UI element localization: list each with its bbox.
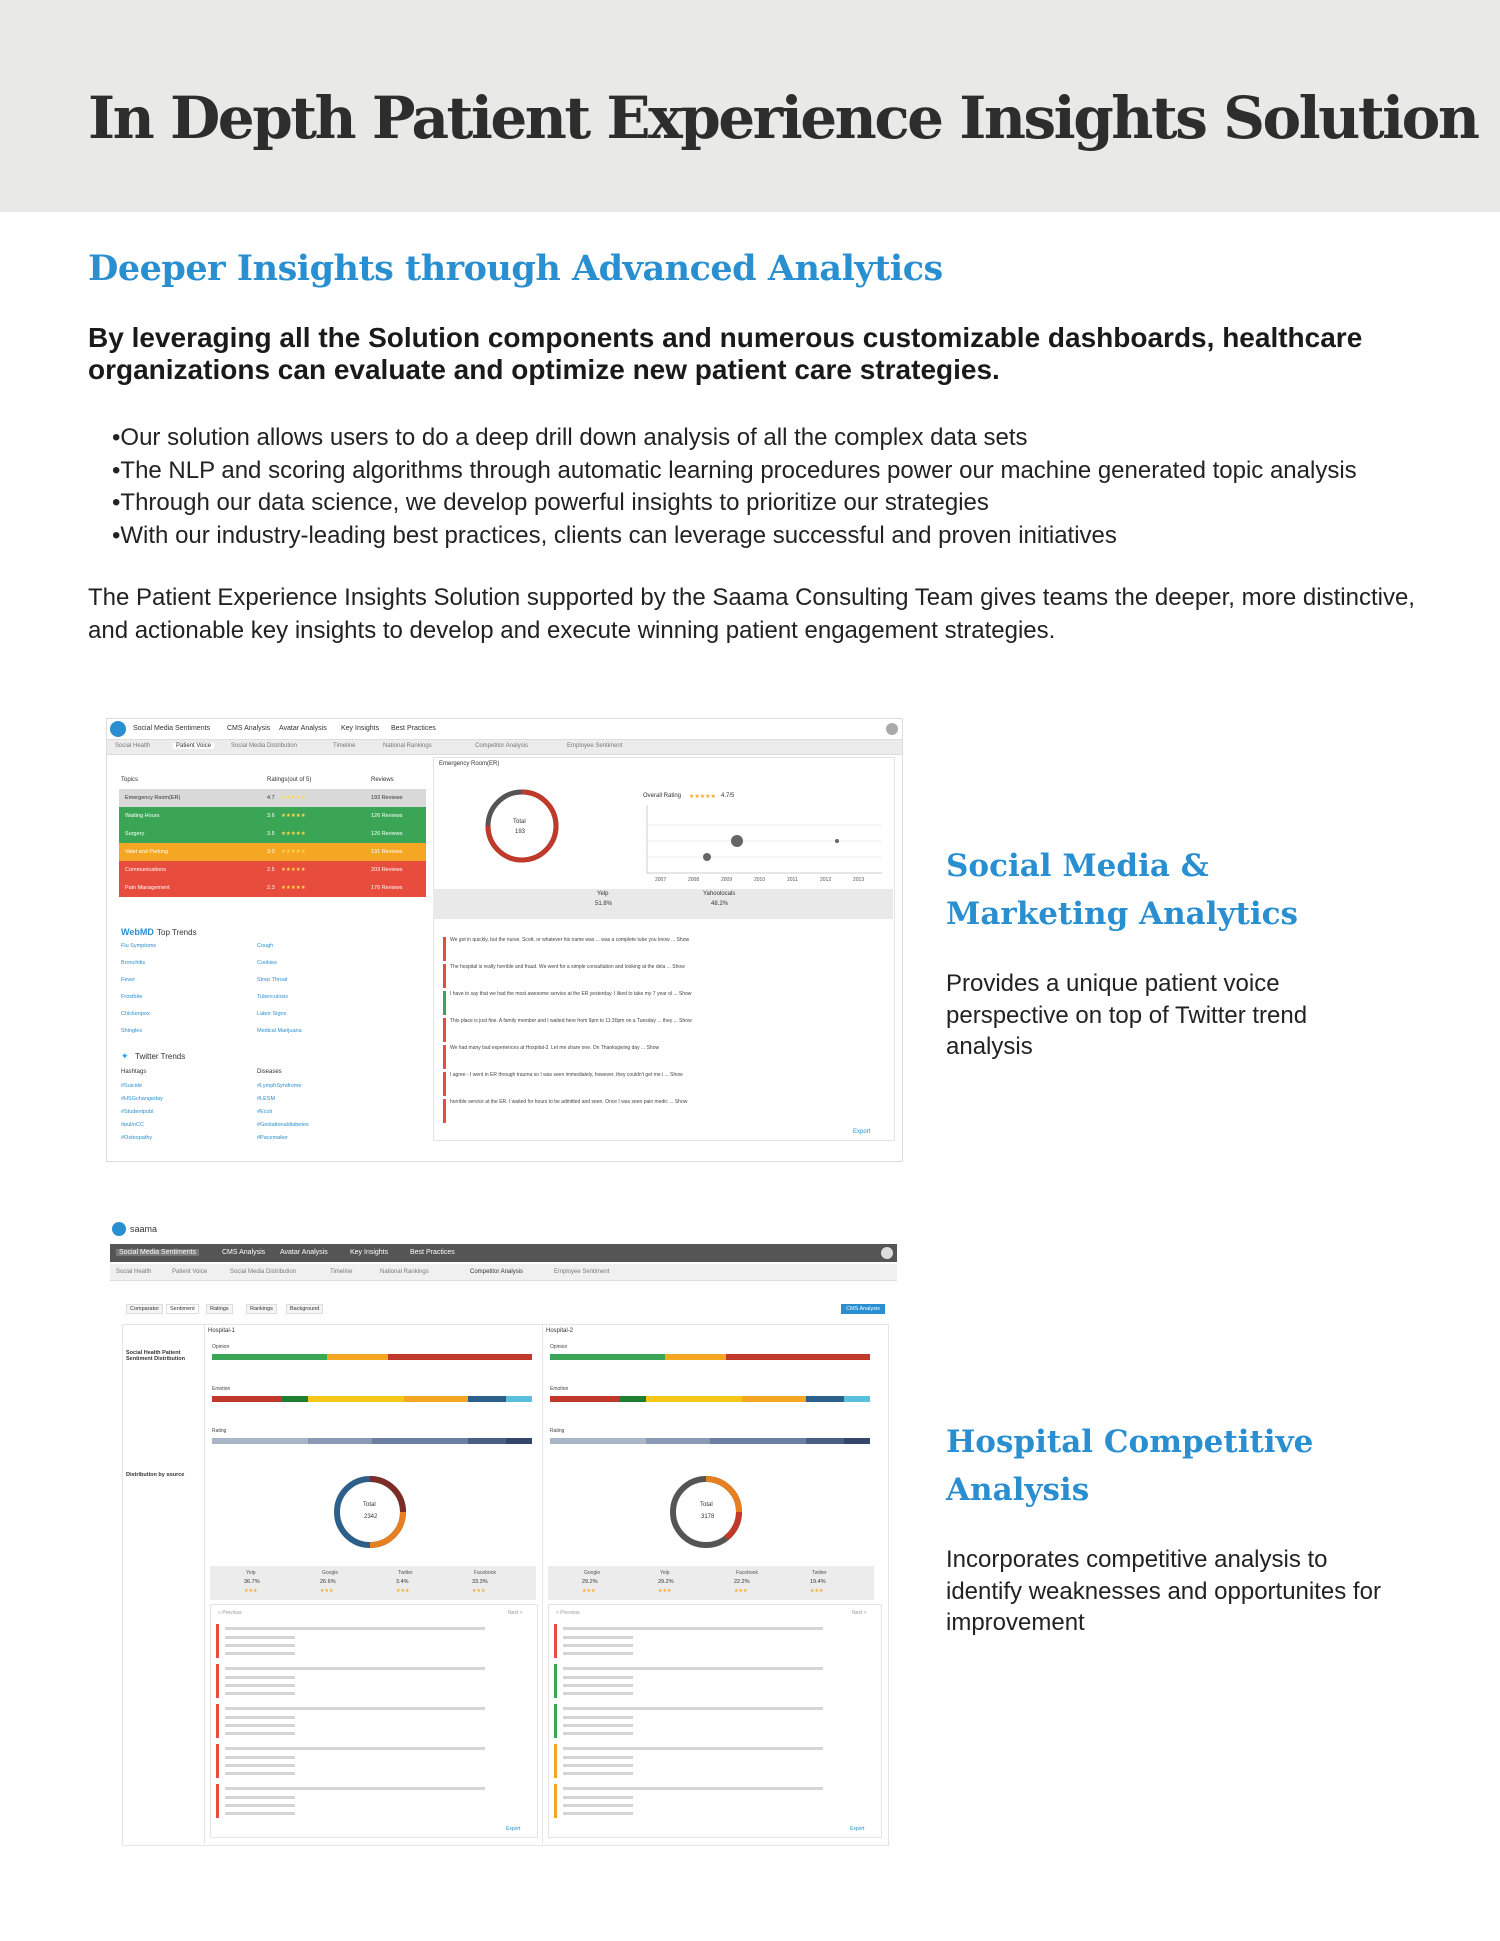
h1-prev-button[interactable]: < Previous	[218, 1610, 242, 1616]
competitor-analysis-screenshot	[110, 1222, 897, 1850]
review-item	[216, 1704, 519, 1738]
summary-paragraph: The Patient Experience Insights Solution supported by the Saama Consulting Team gives teams the deeper, more distinctive, and actionable key insights to develop and execute winning patient engagement strategies.	[88, 584, 1415, 644]
review-text: horrible service at the ER. I waited for hours to be admitted and seen. Once I was seen pain medic ... Show	[450, 1099, 688, 1105]
header-banner	[0, 0, 1500, 212]
col-diseases: Diseases	[257, 1069, 282, 1075]
topic-rating: 3.5	[267, 831, 275, 837]
bar-segment	[550, 1438, 646, 1444]
col-hashtags: Hashtags	[121, 1069, 147, 1075]
bar-segment	[308, 1438, 372, 1444]
source-pct: 19.4%	[810, 1579, 826, 1585]
top-nav	[107, 719, 902, 740]
review-item	[554, 1744, 857, 1778]
subnav-employee-sentiment[interactable]: Employee Sentiment	[567, 743, 623, 749]
topic-reviews: 131 Reviews	[371, 849, 403, 855]
source-name: Google	[322, 1570, 339, 1576]
saama-logo-icon	[110, 721, 126, 737]
review-text-line	[225, 1667, 485, 1670]
review-text-line	[563, 1644, 633, 1647]
page-title: In Depth Patient Experience Insights Solution	[88, 84, 1478, 152]
topic-name: Pain Management	[125, 885, 170, 891]
webmd-top-trends-title: Top Trends	[157, 928, 197, 937]
topic-reviews: 126 Reviews	[371, 813, 403, 819]
year-tick-label: 2010	[754, 877, 766, 883]
bar-segment	[327, 1354, 388, 1360]
trend-link[interactable]: #Ecoli	[257, 1109, 272, 1115]
trend-link[interactable]: #Pacemaker	[257, 1135, 288, 1141]
trend-link[interactable]: Labor Signs	[257, 1011, 287, 1017]
review-text: The hospital is really horrible and fraud. We went for a simple consultation and looking at the dela ... Show	[450, 964, 685, 970]
trend-link[interactable]: Fever	[121, 977, 136, 983]
trend-link[interactable]: Tuberculosis	[257, 994, 288, 1000]
h2-export-link[interactable]: Export	[850, 1826, 865, 1832]
h2-next-button[interactable]: Next >	[852, 1610, 867, 1616]
subnav-competitor-analysis[interactable]: Competitor Analysis	[475, 743, 529, 749]
topic-rating: 3.6	[267, 813, 275, 819]
review-text-line	[563, 1747, 823, 1750]
review-text-line	[563, 1812, 633, 1815]
review-text: This place is just fine. A family member and I waited here from 9pm to 11:30pm on a Tuesday ... they ... Show	[450, 1018, 692, 1024]
source-name: Facebook	[474, 1570, 496, 1576]
nav-key-insights[interactable]: Key Insights	[350, 1249, 389, 1256]
h1-donut-value: 2342	[364, 1514, 378, 1520]
grid-divider	[542, 1324, 543, 1844]
review-item	[554, 1784, 857, 1818]
review-text-line	[563, 1732, 633, 1735]
overall-rating-stars-icon: ★★★★★	[689, 794, 716, 800]
donut-total-label: Total	[513, 819, 526, 825]
review-text-line	[563, 1796, 633, 1799]
source-strip	[433, 889, 893, 919]
rating-stars-icon: ★★★★★	[281, 813, 306, 819]
bar-segment	[550, 1354, 665, 1360]
source-stars-icon: ★★★	[658, 1588, 672, 1594]
topic-reviews: 203 Reviews	[371, 867, 403, 873]
h1-next-button[interactable]: Next >	[508, 1610, 523, 1616]
col-reviews: Reviews	[371, 777, 394, 783]
review-text-line	[225, 1692, 295, 1695]
source-name: Facebook	[736, 1570, 758, 1576]
bar-segment	[282, 1396, 308, 1402]
row-label-distribution: Distribution by source	[126, 1472, 185, 1478]
rating-stars-icon: ★★★★★	[281, 831, 306, 837]
bar-label-opinion: Opinion	[550, 1344, 568, 1350]
trend-link[interactable]: Frostbite	[121, 994, 143, 1000]
grid-divider	[204, 1324, 205, 1844]
twitter-trends-title: Twitter Trends	[135, 1052, 186, 1061]
subnav-national-rankings[interactable]: National Rankings	[383, 743, 432, 749]
review-item	[216, 1624, 519, 1658]
trend-link[interactable]: #LESM	[257, 1096, 276, 1102]
tab-background[interactable]: Background	[286, 1304, 323, 1314]
row-label-sentiment: Social Health Patient Sentiment Distribution	[126, 1350, 185, 1362]
donut-total-value: 193	[515, 829, 526, 835]
review-text-line	[563, 1667, 823, 1670]
review-text-line	[225, 1676, 295, 1679]
subnav-timeline[interactable]: Timeline	[333, 743, 356, 749]
review-item	[443, 1072, 890, 1096]
hospital2-header: Hospital-2	[546, 1328, 574, 1334]
nav-social-media-sentiments[interactable]: Social Media Sentiments	[133, 725, 211, 732]
topic-reviews: 176 Reviews	[371, 885, 403, 891]
source-pct: 26.6%	[320, 1579, 336, 1585]
review-item	[443, 991, 890, 1015]
topic-rating: 2.5	[267, 867, 275, 873]
hospital1-header: Hospital-1	[208, 1328, 236, 1334]
h1-donut-label: Total	[363, 1502, 376, 1508]
subnav-social-health[interactable]: Social Health	[115, 743, 151, 749]
year-tick-label: 2007	[655, 877, 667, 883]
review-item	[554, 1664, 857, 1698]
source-stars-icon: ★★★	[396, 1588, 410, 1594]
review-item	[443, 1018, 890, 1042]
source-pct: 33.3%	[472, 1579, 488, 1585]
nav-best-practices[interactable]: Best Practices	[391, 725, 436, 732]
subnav-national-rankings[interactable]: National Rankings	[380, 1269, 429, 1275]
review-text: I agree - I went in ER through trauma so I was seen immediately, however, they couldn't get me i ... Show	[450, 1072, 683, 1078]
review-text-line	[225, 1772, 295, 1775]
review-text-line	[225, 1684, 295, 1687]
nav-avatar-analysis[interactable]: Avatar Analysis	[279, 725, 327, 732]
review-text: We got in quickly, but the nurse, Scott, or whatever his name was ... was a complete tube you know ... Show	[450, 937, 690, 943]
bullet-item: • The NLP and scoring algorithms through automatic learning procedures power our machine generated topic analysis	[112, 455, 1357, 488]
trend-link[interactable]: Shingles	[121, 1028, 143, 1034]
review-text: We had many bad experiences at Hospital-3. Let me share one. On Thanksgiving day ... Show	[450, 1045, 660, 1051]
feature1-description: Provides a unique patient voice perspective on top of Twitter trend analysis	[946, 970, 1308, 1060]
h2-prev-button[interactable]: < Previous	[556, 1610, 580, 1616]
source-yahoolocals-name: Yahoolocals	[703, 891, 736, 897]
review-text-line	[563, 1676, 633, 1679]
bar-segment	[806, 1438, 844, 1444]
year-tick-label: 2011	[787, 877, 798, 883]
bar-segment	[308, 1396, 404, 1402]
review-text-line	[225, 1644, 295, 1647]
topic-name: Communications	[125, 867, 166, 873]
subnav-social-media-distribution[interactable]: Social Media Distribution	[230, 1269, 297, 1275]
tab-ratings[interactable]: Ratings	[206, 1304, 233, 1314]
webmd-logo: WebMD	[121, 927, 154, 937]
year-tick-label: 2009	[721, 877, 733, 883]
bar-label-rating: Rating	[550, 1428, 565, 1434]
patient-voice-dashboard-screenshot	[106, 718, 903, 1162]
review-text-line	[225, 1804, 295, 1807]
bar-segment	[506, 1438, 532, 1444]
review-text-line	[225, 1732, 295, 1735]
bar-segment	[646, 1396, 742, 1402]
bar-label-emotion: Emotion	[550, 1386, 569, 1392]
nav-cms-analysis[interactable]: CMS Analysis	[227, 725, 271, 732]
lead-paragraph: By leveraging all the Solution components and numerous customizable dashboards, healthcare organizations can evaluate and optimize new patient care strategies.	[88, 322, 1363, 385]
nav-social-media-sentiments[interactable]: Social Media Sentiments	[116, 1249, 199, 1256]
subnav-competitor-analysis[interactable]: Competitor Analysis	[470, 1269, 524, 1275]
review-item	[554, 1624, 857, 1658]
bar-segment	[506, 1396, 532, 1402]
review-text-line	[225, 1636, 295, 1639]
bar-segment	[646, 1438, 710, 1444]
review-text-line	[225, 1716, 295, 1719]
user-avatar-icon[interactable]	[881, 1247, 893, 1259]
year-tick-label: 2008	[688, 877, 700, 883]
review-text-line	[563, 1684, 633, 1687]
review-text-line	[563, 1636, 633, 1639]
bar-segment	[726, 1354, 870, 1360]
trend-link[interactable]: #Suicide	[121, 1083, 143, 1089]
hospital1-donut	[330, 1472, 410, 1552]
nav-best-practices[interactable]: Best Practices	[410, 1249, 455, 1256]
bullet-item: • Our solution allows users to do a deep drill down analysis of all the complex data sets	[112, 422, 1357, 455]
topic-name: Valet and Parking	[125, 849, 169, 855]
user-avatar-icon[interactable]	[886, 723, 898, 735]
table-row[interactable]	[119, 861, 426, 879]
feature2-title: Hospital Competitive Analysis	[946, 1424, 1314, 1508]
review-item	[554, 1704, 857, 1738]
source-stars-icon: ★★★	[320, 1588, 334, 1594]
source-pct: 3.4%	[396, 1579, 409, 1585]
bar-segment	[212, 1396, 282, 1402]
bar-segment	[212, 1438, 308, 1444]
feature1-title: Social Media & Marketing Analytics	[946, 848, 1298, 932]
rating-timeline-chart	[637, 803, 887, 883]
nav-avatar-analysis[interactable]: Avatar Analysis	[280, 1249, 328, 1256]
topic-rating: 4.7	[267, 795, 275, 801]
nav-key-insights[interactable]: Key Insights	[341, 725, 380, 732]
source-name: Yelp	[660, 1570, 670, 1576]
topic-reviews: 126 Reviews	[371, 831, 403, 837]
review-item	[216, 1784, 519, 1818]
table-row[interactable]	[119, 807, 426, 825]
bar-segment	[404, 1396, 468, 1402]
rating-stars-icon: ★★★★★	[281, 867, 306, 873]
review-text-line	[225, 1627, 485, 1630]
tab-sentiment[interactable]: Sentiment	[166, 1304, 199, 1314]
hospital2-donut	[666, 1472, 746, 1552]
source-yahoolocals-pct: 48.2%	[711, 901, 729, 907]
source-pct: 22.2%	[734, 1579, 750, 1585]
h1-export-link[interactable]: Export	[506, 1826, 521, 1832]
h2-donut-label: Total	[700, 1502, 713, 1508]
source-name: Yelp	[246, 1570, 256, 1576]
review-text-line	[563, 1652, 633, 1655]
review-text-line	[225, 1796, 295, 1799]
bar-segment	[388, 1354, 532, 1360]
tab-rankings[interactable]: Rankings	[246, 1304, 277, 1314]
trend-link[interactable]: #Osteopathy	[121, 1135, 153, 1141]
year-tick-label: 2012	[820, 877, 832, 883]
nav-cms-analysis[interactable]: CMS Analysis	[222, 1249, 266, 1256]
source-stars-icon: ★★★	[734, 1588, 748, 1594]
tab-comparator[interactable]: Comparator	[126, 1304, 163, 1314]
bar-segment	[468, 1396, 506, 1402]
source-stars-icon: ★★★	[472, 1588, 486, 1594]
trend-link[interactable]: Chickenpox	[121, 1011, 150, 1017]
review-item	[443, 937, 890, 961]
bar-segment	[742, 1396, 806, 1402]
er-total-donut	[477, 781, 567, 871]
source-pct: 36.7%	[244, 1579, 260, 1585]
twitter-bird-icon: ✦	[121, 1051, 129, 1061]
cms-analysis-button[interactable]: CMS Analysis	[841, 1304, 885, 1314]
review-item	[443, 1045, 890, 1069]
bar-segment	[806, 1396, 844, 1402]
trend-link[interactable]: Bronchitis	[121, 960, 146, 966]
feature-bullet-list	[112, 422, 1357, 552]
subnav-social-health[interactable]: Social Health	[116, 1269, 152, 1275]
bar-segment	[620, 1396, 646, 1402]
review-text-line	[563, 1707, 823, 1710]
trend-link[interactable]: Strep Throat	[257, 977, 288, 983]
subnav-timeline[interactable]: Timeline	[330, 1269, 353, 1275]
source-pct: 29.2%	[658, 1579, 674, 1585]
source-stars-icon: ★★★	[810, 1588, 824, 1594]
h2-donut-value: 3178	[701, 1514, 715, 1520]
overall-rating-value: 4.7/5	[721, 793, 735, 799]
review-text-line	[563, 1764, 633, 1767]
year-tick-label: 2013	[853, 877, 865, 883]
trend-link[interactable]: #LymphSyndrome	[257, 1083, 302, 1089]
brand-name: saama	[130, 1224, 158, 1234]
feature2-description: Incorporates competitive analysis to identify weaknesses and opportunites for improvement	[946, 1546, 1381, 1636]
bar-segment	[710, 1438, 806, 1444]
export-link[interactable]: Export	[853, 1129, 871, 1135]
bar-segment	[665, 1354, 726, 1360]
source-stars-icon: ★★★	[582, 1588, 596, 1594]
sub-nav	[107, 740, 902, 755]
subnav-employee-sentiment[interactable]: Employee Sentiment	[554, 1269, 610, 1275]
trend-link[interactable]: Cough	[257, 943, 274, 949]
source-name: Twitter	[812, 1570, 827, 1576]
review-text-line	[225, 1812, 295, 1815]
review-text-line	[563, 1627, 823, 1630]
review-text-line	[225, 1764, 295, 1767]
bar-segment	[212, 1354, 327, 1360]
col-topics: Topics	[121, 777, 139, 783]
subnav-patient-voice[interactable]: Patient Voice	[173, 743, 214, 749]
bar-segment	[550, 1396, 620, 1402]
bar-label-rating: Rating	[212, 1428, 227, 1434]
trend-link[interactable]: #Gestationaldiabetes	[257, 1122, 309, 1128]
topic-rating: 2.3	[267, 885, 275, 891]
source-name: Twitter	[398, 1570, 413, 1576]
topic-name: Surgery	[125, 831, 145, 837]
overall-rating-label: Overall Rating	[643, 793, 682, 799]
source-name: Google	[584, 1570, 601, 1576]
review-item	[216, 1744, 519, 1778]
bar-label-emotion: Emotion	[212, 1386, 231, 1392]
section-title: Deeper Insights through Advanced Analytics	[88, 248, 943, 289]
bullet-item: • With our industry-leading best practices, clients can leverage successful and proven initiatives	[112, 520, 1357, 553]
col-ratings: Ratings(out of 5)	[267, 777, 312, 783]
topic-reviews: 193 Reviews	[371, 795, 403, 801]
rating-stars-icon: ★★★★★	[281, 849, 306, 855]
rating-stars-icon: ★★★★★	[281, 885, 306, 891]
trend-link[interactable]: #Studentpubl	[121, 1109, 154, 1115]
table-row[interactable]	[119, 825, 426, 843]
source-pct: 29.2%	[582, 1579, 598, 1585]
review-text-line	[563, 1692, 633, 1695]
subnav-patient-voice[interactable]: Patient Voice	[172, 1269, 208, 1275]
bar-segment	[844, 1438, 870, 1444]
bar-segment	[468, 1438, 506, 1444]
review-text-line	[225, 1787, 485, 1790]
topic-rating: 3.0	[267, 849, 275, 855]
source-yelp-pct: 51.8%	[595, 901, 613, 907]
bar-label-opinion: Opinion	[212, 1344, 230, 1350]
trend-link[interactable]: Medical Marijuana	[257, 1028, 302, 1034]
topic-name: Emergency Room(ER)	[125, 795, 181, 801]
review-item	[443, 1099, 890, 1123]
review-text-line	[563, 1772, 633, 1775]
subnav-social-media-distribution[interactable]: Social Media Distribution	[231, 743, 298, 749]
topic-name: Waiting Hours	[125, 813, 160, 819]
review-text-line	[563, 1724, 633, 1727]
review-item	[443, 964, 890, 988]
review-text-line	[225, 1747, 485, 1750]
table-row[interactable]	[119, 789, 426, 807]
bar-segment	[372, 1438, 468, 1444]
review-text-line	[225, 1724, 295, 1727]
trend-link[interactable]: Cookies	[257, 960, 277, 966]
review-text-line	[225, 1707, 485, 1710]
review-text-line	[563, 1787, 823, 1790]
saama-logo-icon	[112, 1222, 126, 1236]
bullet-item: • Through our data science, we develop powerful insights to prioritize our strategies	[112, 487, 1357, 520]
review-text-line	[563, 1756, 633, 1759]
rating-stars-icon: ★★★★★	[281, 795, 306, 801]
source-stars-icon: ★★★	[244, 1588, 258, 1594]
table-row[interactable]	[119, 879, 426, 897]
source-yelp-name: Yelp	[597, 891, 609, 897]
review-text-line	[563, 1804, 633, 1807]
bar-segment	[844, 1396, 870, 1402]
review-text-line	[225, 1756, 295, 1759]
review-text: I have to say that we had the most awesome service at the ER yesterday. I liked to take my 7 year ol ... Show	[450, 991, 692, 997]
review-text-line	[225, 1652, 295, 1655]
trend-link[interactable]: Flu Symptoms	[121, 943, 157, 949]
table-row[interactable]	[119, 843, 426, 861]
trend-link[interactable]: #pulmCC	[121, 1122, 144, 1128]
trend-link[interactable]: #HSGchangeday	[121, 1096, 163, 1102]
review-text-line	[563, 1716, 633, 1719]
review-item	[216, 1664, 519, 1698]
er-panel-title: Emergency Room(ER)	[439, 761, 500, 767]
